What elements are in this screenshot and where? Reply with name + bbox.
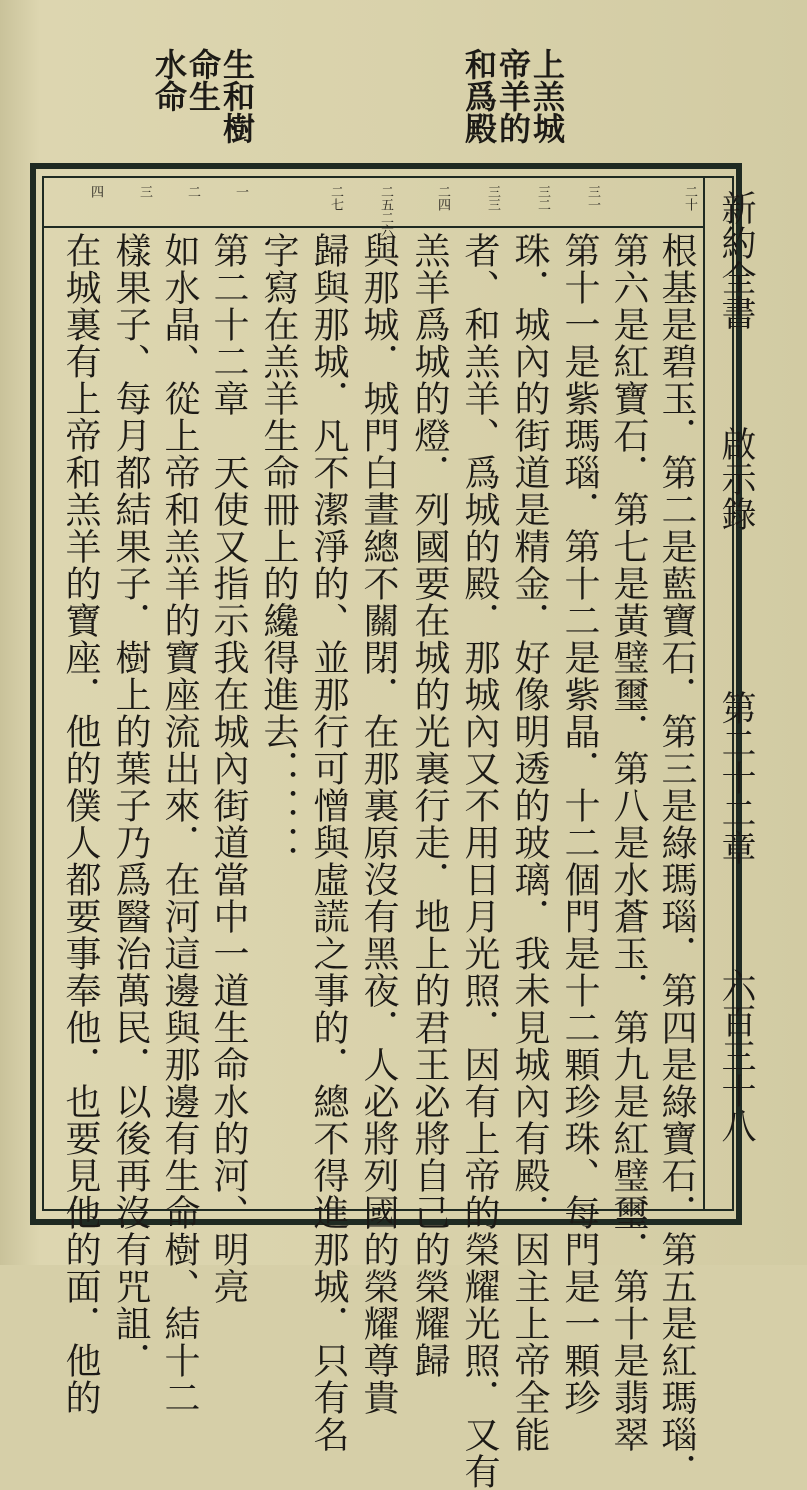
text-column: 在城裏有上帝和羔羊的寶座．他的僕人都要事奉他．也要見他的面．他的 [60,232,101,1416]
running-head-book: 新約全書 [716,190,756,330]
verse-number: 二十 [682,185,697,211]
text-column: 第六是紅寶石．第七是黃璧璽．第八是水蒼玉．第九是紅璧璽．第十是翡翠 [608,232,649,1453]
verse-number: 三一 [585,185,600,211]
running-head-divider [703,176,705,1211]
text-column: 根基是碧玉．第二是藍寶石．第三是綠瑪瑙．第四是綠寶石．第五是紅瑪瑙． [656,232,697,1490]
headnote-line: 命生 [184,48,222,112]
headnote-lamb-city-temple [460,48,564,168]
text-column: 歸與那城．凡不潔淨的、並那行可憎與虛謊之事的．總不得進那城．只有名 [308,232,349,1453]
verse-number: 二七 [328,185,343,211]
verse-number: 四 [88,185,103,198]
headnote-line: 和爲殿 [460,48,498,144]
text-column: 者、和羔羊、爲城的殿．那城內又不用日月光照．因有上帝的榮耀光照．又有 [459,232,500,1490]
text-column: 字寫在羔羊生命冊上的纔得進去．．．．．． [258,232,299,882]
verse-number: 二 [185,185,200,198]
headnote-water-tree-of-life [150,48,254,168]
verse-number: 三二 [535,185,550,211]
running-head-page-number: 六百三十八 [716,968,756,1143]
headnote-line: 生和樹 [218,48,256,144]
headnote-line: 帝羊的 [494,48,532,144]
running-head [712,178,760,1203]
text-column: 如水晶、從上帝和羔羊的寶座流出來．在河這邊與那邊有生命樹、結十二 [159,232,200,1416]
text-column: 樣果子、每月都結果子．樹上的葉子乃爲醫治萬民．以後再沒有咒詛． [110,232,151,1379]
running-head-book-name: 啟示錄 [716,426,756,531]
text-column: 與那城．城門白晝總不關閉．在那裏原沒有黑夜．人必將列國的榮耀尊貴 [358,232,399,1416]
verse-number: 二四 [435,185,450,211]
text-column: 珠．城內的街道是精金．好像明透的玻璃．我未見城內有殿．因主上帝全能 [509,232,550,1453]
headnote-line: 上羔城 [528,48,566,144]
text-column: 第十一是紫瑪瑙．第十二是紫晶．十二個門是十二顆珍珠、每門是一顆珍 [559,232,600,1416]
verse-number: 三三 [485,185,500,211]
text-column: 羔羊爲城的燈．列國要在城的光裏行走．地上的君王必將自己的榮耀歸 [409,232,450,1379]
verse-number: 三 [137,185,152,198]
verse-number: 一 [233,185,248,198]
verse-number: 二五二六 [378,185,393,237]
headnote-line: 水命 [150,48,188,112]
running-head-chapter: 第二十二章 [716,690,756,865]
chapter-heading-column: 第二十二章 天使又指示我在城內街道當中一道生命水的河、明亮 [208,232,249,1305]
